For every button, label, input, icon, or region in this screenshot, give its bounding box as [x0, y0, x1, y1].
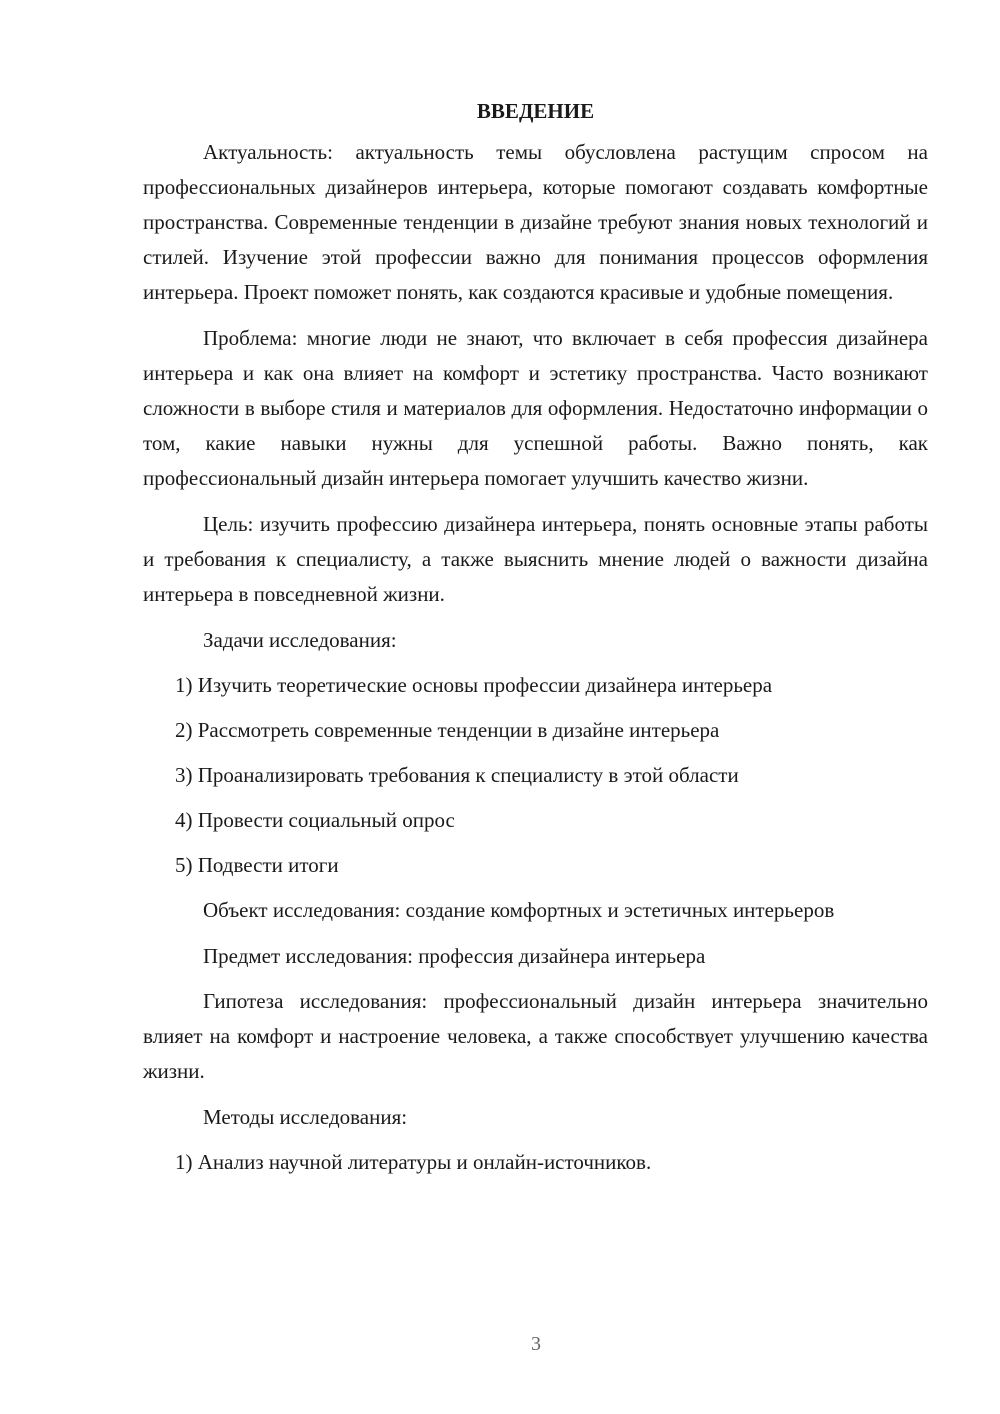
section-title: ВВЕДЕНИЕ	[476, 99, 595, 123]
task-item: 4) Провести социальный опрос	[175, 808, 455, 832]
goal-paragraph: Цель: изучить профессию дизайнера интерьера, понять основные этапы работы и требования к специалисту, а также выяснить мнение людей о важности дизайна интерьера в повседневной жизни.	[143, 512, 928, 606]
relevance-paragraph: Актуальность: актуальность темы обусловлена растущим спросом на профессиональных дизайнеров интерьера, которые помогают создавать комфортные пространства. Современные тенденции в дизайне требуют знания новых технологий и стилей. Изучение этой профессии важно для понимания процессов оформления интерьера. Проект поможет понять, как создаются красивые и удобные помещения.	[143, 140, 928, 304]
task-item: 1) Изучить теоретические основы профессии дизайнера интерьера	[175, 673, 773, 697]
page-content	[143, 94, 928, 1190]
method-item: 1) Анализ научной литературы и онлайн-источников.	[175, 1150, 652, 1174]
object-paragraph: Объект исследования: создание комфортных и эстетичных интерьеров	[203, 898, 835, 922]
page-number: 3	[531, 1333, 541, 1355]
subject-paragraph: Предмет исследования: профессия дизайнера интерьера	[203, 944, 706, 968]
tasks-heading: Задачи исследования:	[203, 628, 397, 652]
methods-heading: Методы исследования:	[203, 1105, 408, 1129]
task-item: 2) Рассмотреть современные тенденции в дизайне интерьера	[175, 718, 720, 742]
hypothesis-paragraph: Гипотеза исследования: профессиональный дизайн интерьера значительно влияет на комфорт и настроение человека, а также способствует улучшению качества жизни.	[143, 989, 928, 1083]
problem-paragraph: Проблема: многие люди не знают, что включает в себя профессия дизайнера интерьера и как она влияет на комфорт и эстетику пространства. Часто возникают сложности в выборе стиля и материалов для оформления. Недостаточно информации о том, какие навыки нужны для успешной работы. Важно понять, как профессиональный дизайн интерьера помогает улучшить качество жизни.	[143, 326, 928, 490]
task-item: 3) Проанализировать требования к специалисту в этой области	[175, 763, 739, 787]
task-item: 5) Подвести итоги	[175, 853, 339, 877]
